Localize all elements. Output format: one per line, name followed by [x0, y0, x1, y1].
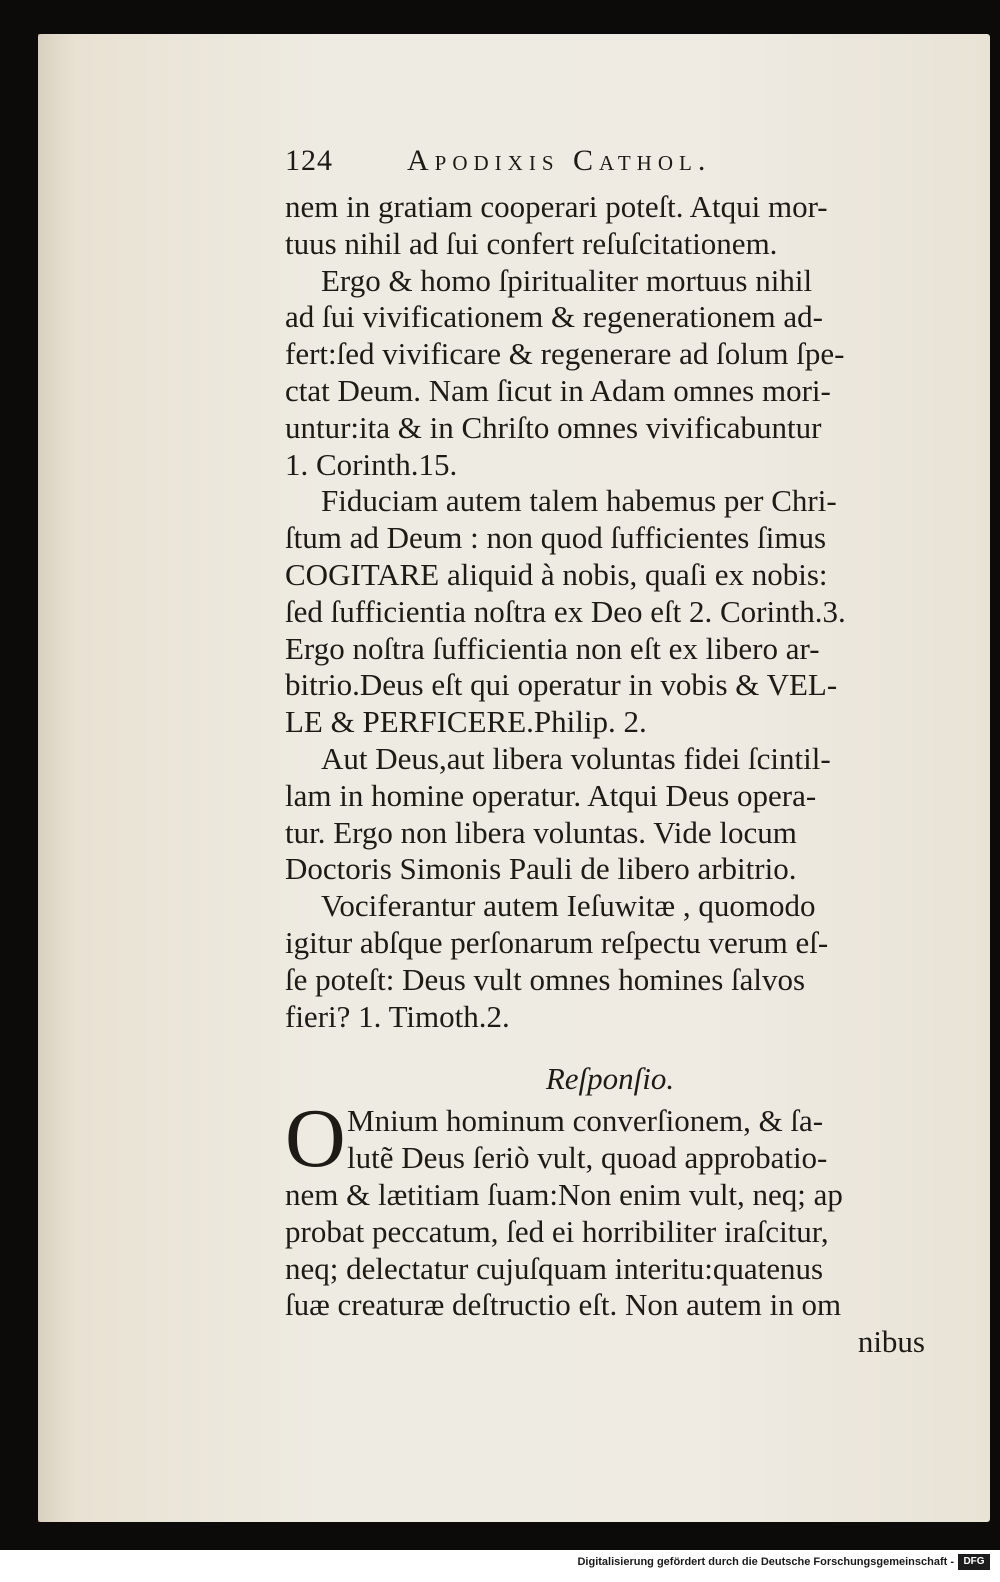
text-line: Ergo & homo ſpiritualiter mortuus nihil [321, 262, 813, 298]
dfg-logo: DFG [958, 1554, 990, 1570]
page-number: 124 [285, 144, 333, 177]
answer-paragraph [285, 1092, 935, 1324]
section-heading: Reſponſio. [545, 1061, 675, 1097]
text-line: Ergo noſtra ſufficientia non eſt ex libero ar- [285, 630, 820, 666]
text-line: ctat Deum. Nam ſicut in Adam omnes mori- [285, 372, 831, 408]
drop-cap-initial: O [285, 1092, 346, 1186]
text-line: Fiduciam autem talem habemus per Chri- [321, 483, 837, 519]
catchword: nibus [857, 1324, 925, 1360]
page-text [285, 143, 935, 1361]
page-header [285, 143, 935, 189]
text-line: Mnium hominum converſionem, & ſa- [347, 1103, 824, 1139]
text-line: 1. Corinth.15. [285, 446, 458, 482]
text-line: nem in gratiam cooperari poteſt. Atqui mor- [285, 189, 828, 224]
text-line: ſed ſufficientia noſtra ex Deo eſt 2. Corinth.3. [285, 593, 846, 629]
text-line: nem & lætitiam ſuam:Non enim vult, neq; ap [285, 1176, 843, 1212]
text-line: lutẽ Deus ſeriò vult, quoad approbatio- [347, 1140, 828, 1176]
text-line: Doctoris Simonis Pauli de libero arbitrio. [285, 851, 797, 887]
text-line: bitrio.Deus eſt qui operatur in vobis & VEL- [285, 667, 838, 703]
text-line: tuus nihil ad ſui confert reſuſcitationem. [285, 225, 778, 261]
text-line: lam in homine operatur. Atqui Deus opera- [285, 777, 817, 813]
text-line: igitur abſque perſonarum reſpectu verum eſ- [285, 924, 829, 960]
text-line: tur. Ergo non libera voluntas. Vide locum [285, 814, 797, 850]
text-line: ſtum ad Deum : non quod ſufficientes ſimus [285, 520, 827, 556]
body-text [285, 189, 935, 1035]
text-line: fert:ſed vivificare & regenerare ad ſolum ſpe- [285, 336, 845, 372]
text-line: fieri? 1. Timoth.2. [285, 998, 510, 1034]
text-line: neq; delectatur cujuſquam interitu:quatenus [285, 1250, 824, 1286]
text-line: Aut Deus,aut libera voluntas fidei ſcintil- [321, 740, 831, 776]
text-line: ſuæ creaturæ deſtructio eſt. Non autem in om [285, 1287, 842, 1323]
text-line: ſe poteſt: Deus vult omnes homines ſalvos [285, 961, 806, 997]
text-line: COGITARE aliquid à nobis, quaſi ex nobis: [285, 556, 828, 592]
running-title: Apodixis Cathol. [407, 144, 712, 177]
funding-credit: Digitalisierung gefördert durch die Deutsche Forschungsgemeinschaft - [577, 1556, 954, 1568]
text-line: probat peccatum, ſed ei horribiliter iraſcitur, [285, 1213, 829, 1249]
text-line: untur:ita & in Chriſto omnes vivificabuntur [285, 409, 822, 445]
text-line: ad ſui vivificationem & regenerationem ad- [285, 299, 823, 335]
text-line: LE & PERFICERE.Philip. 2. [285, 704, 647, 740]
text-line: Vociferantur autem Ieſuwitæ , quomodo [321, 888, 816, 924]
